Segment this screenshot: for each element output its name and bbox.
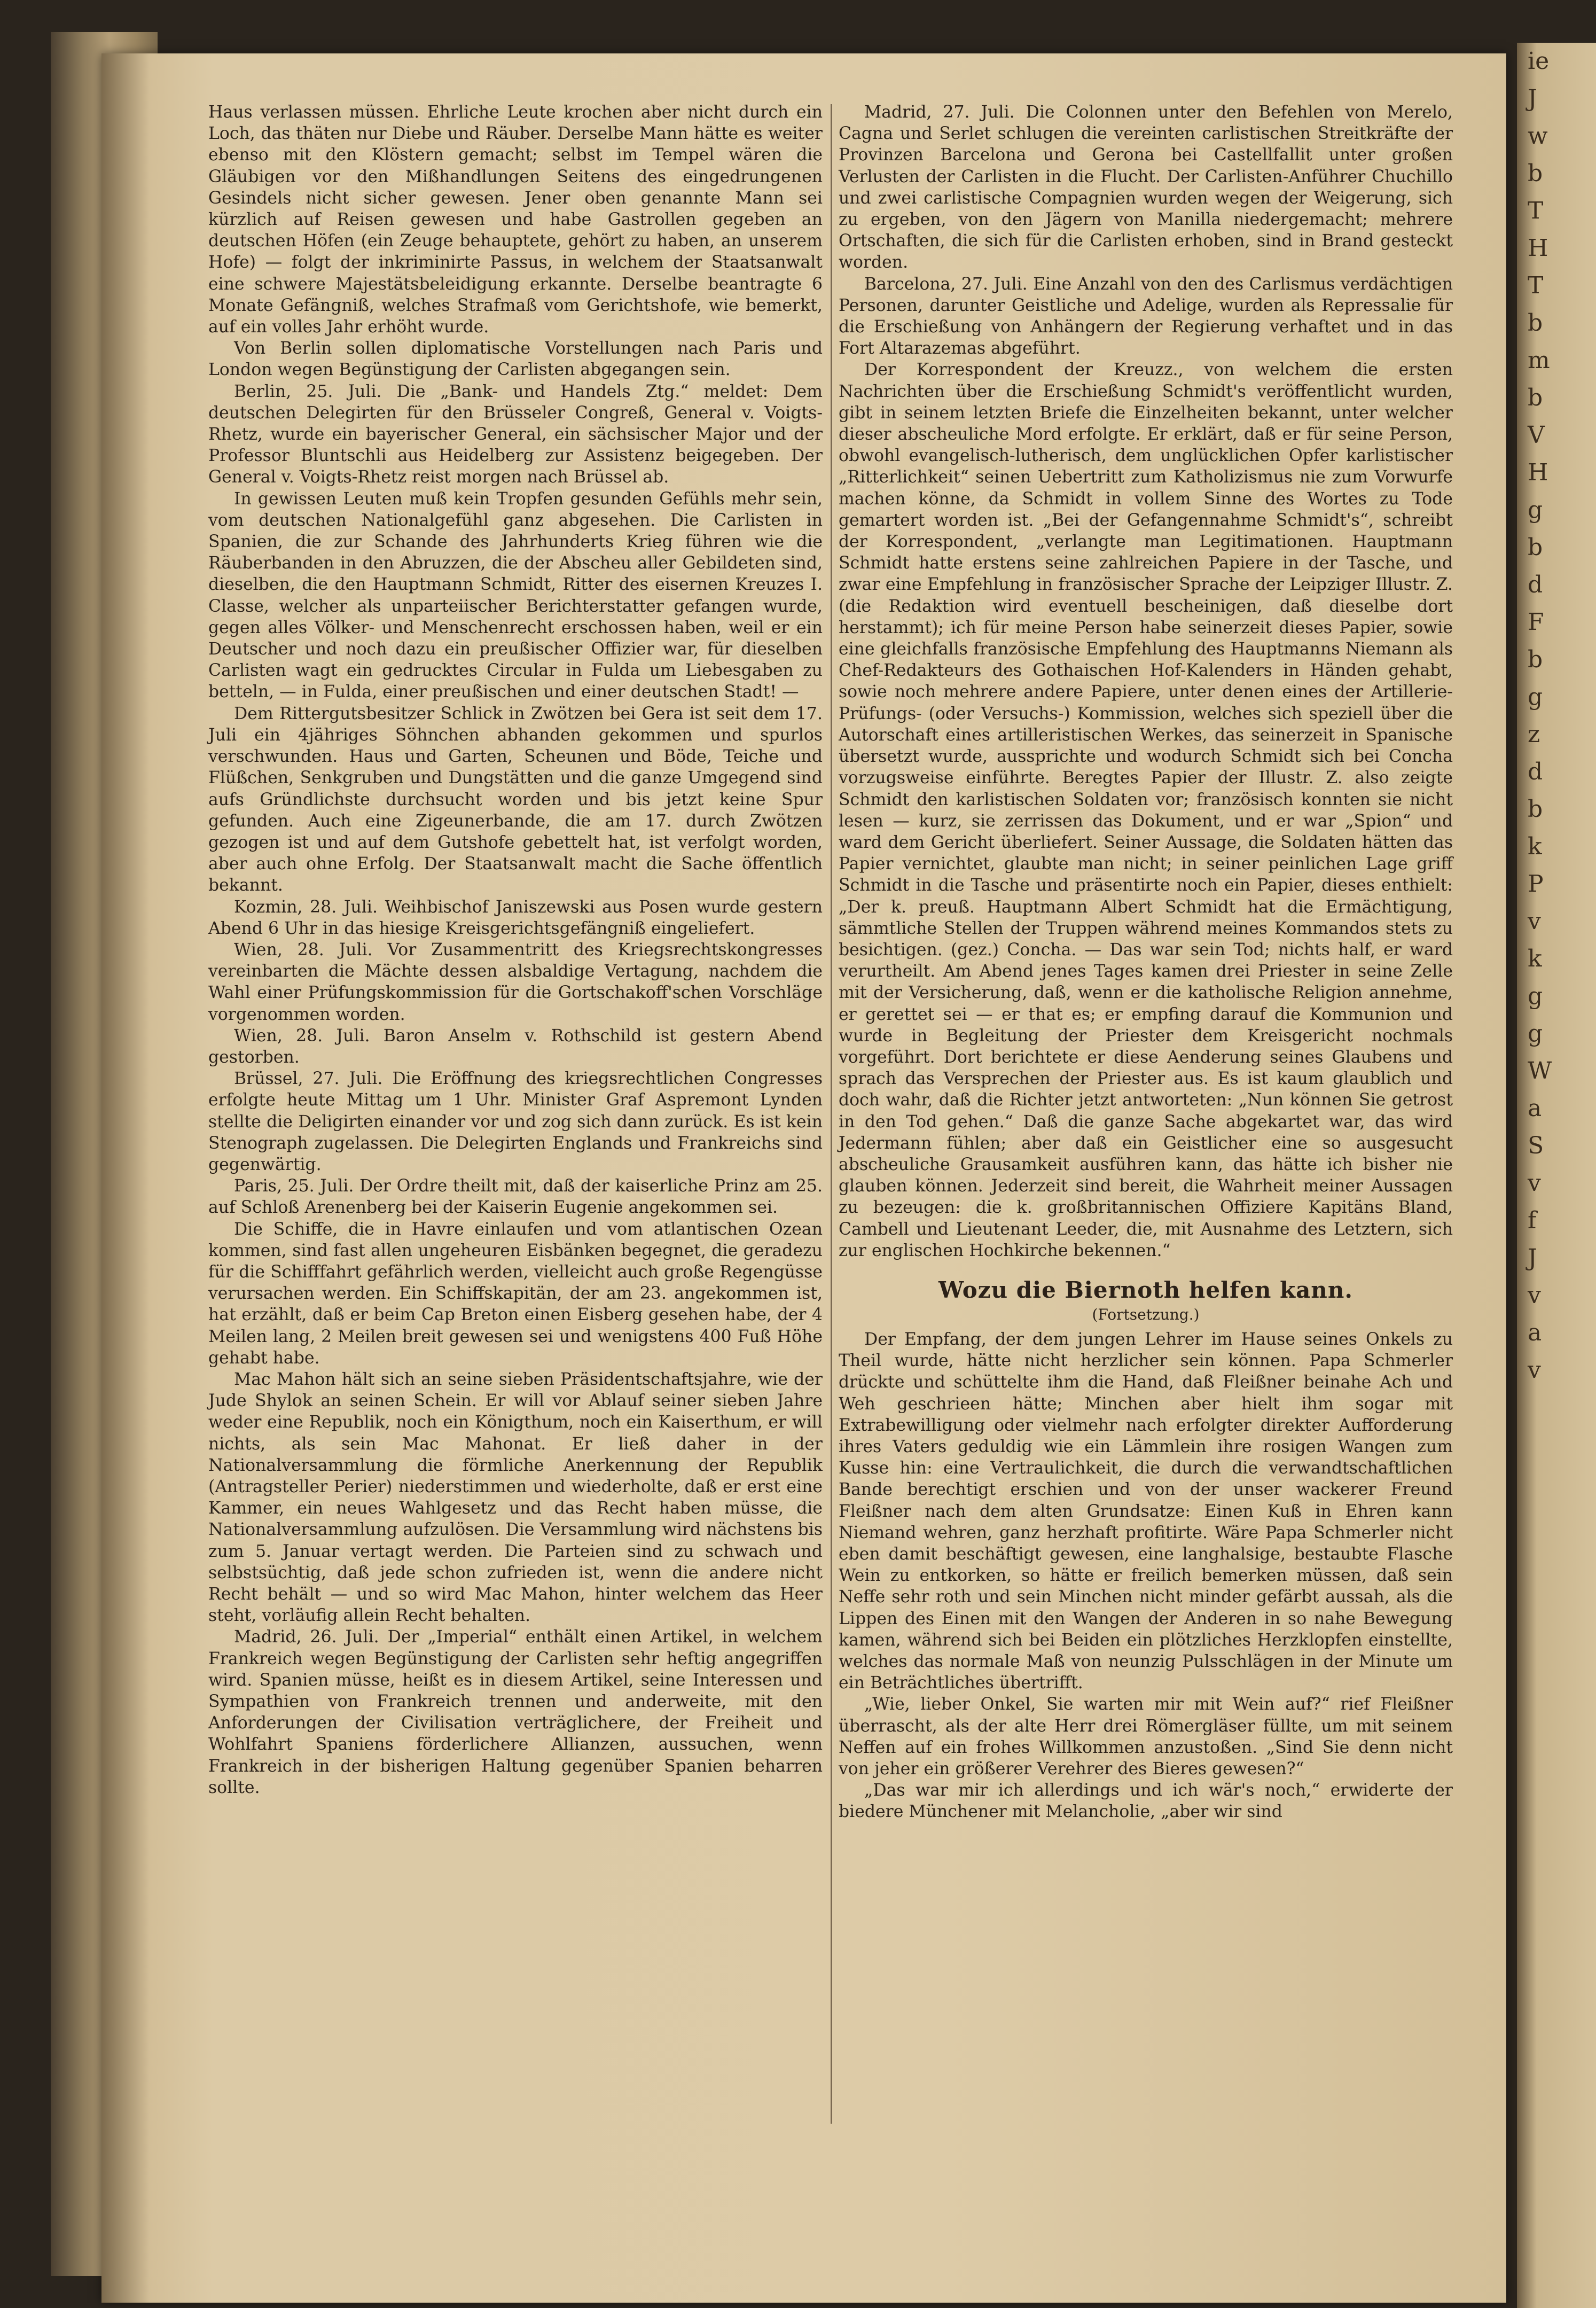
edge-fragment: a [1528, 1319, 1542, 1346]
right-paragraph: Der Korrespondent der Kreuzz., von welchem die ersten Nachrichten über die Erschießung Schmidt's veröffentlicht wurden, gibt in seinem letzten Briefe die Einzelheiten bekannt, unter welcher dieser abscheuliche Mord erfolgte. Er erklärt, daß er für seine Person, obwohl evangelisch-lutherisch, dem unglücklichen Opfer karlistischer „Ritterlichkeit“ seinen Uebertritt zum Katholizismus nie zum Vorwurfe machen könne, da Schmidt in vollem Sinne des Wortes zu Tode gemartert worden ist. „Bei der Gefangennahme Schmidt's“, schreibt der Korrespondent, „verlangte man Legitimationen. Hauptmann Schmidt hatte erstens seine zahlreichen Papiere in der Tasche, und zwar eine Empfehlung in französischer Sprache der Leipziger Illustr. Z. (die Redaktion wird eventuell bescheinigen, daß dieselbe dort herstammt); ich für meine Person habe seinerzeit dieses Papier, sowie eine gleichfalls französische Empfehlung des Hauptmanns Niemann als Chef-Redakteurs des Gothaischen Hof-Kalenders in Händen gehabt, sowie noch mehrere andere Papiere, unter denen eines der Artillerie-Prüfungs- (oder Versuchs-) Kommission, welches sich speziell über die Autorschaft eines artilleristischen Werkes, das seinerzeit in Spanische übersetzt wurde, aussprichte und wodurch Schmidt sich bei Concha vorzugsweise einführte. Beregtes Papier der Illustr. Z. also zeigte Schmidt den karlistischen Soldaten vor; französisch konnten sie nicht lesen — kurz, sie zerrissen das Dokument, und er war „Spion“ und ward dem Gericht überliefert. Seiner Aussage, die Soldaten hätten das Papier vernichtet, glaubte man nicht; in seiner peinlichen Lage griff Schmidt in die Tasche und präsentirte noch ein Papier, dieses enthielt: „Der k. preuß. Hauptmann Albert Schmidt hat die Ermächtigung, sämmtliche Stellen der Truppen während meines Kommandos stets zu besichtigen. (gez.) Concha. — Das war sein Tod; nichts half, er ward verurtheilt. Am Abend jenes Tages kamen drei Priester in seine Zelle mit der Versicherung, daß, wenn er die katholische Religion annehme, er gerettet sei — er that es; er empfing darauf die Kommunion und wurde in Begleitung der Priester dem Kreisgericht nochmals vorgeführt. Dort berichtete er diese Aenderung seines Glaubens und sprach das Versprechen der Priester aus. Es ist kaum glaublich und doch wahr, daß die Richter jetzt antworteten: „Nun können Sie getrost in den Tod gehen.“ Daß die ganze Sache abgekartet war, das wird Jedermann fühlen; aber daß ein Geistlicher eine so ausgesucht abscheuliche Grausamkeit ausführen kann, das hätte ich bisher nie glauben können. Jederzeit sind bereit, die Wahrheit meiner Aussagen zu bezeugen: die k. großbritannischen Offiziere Kapitäns Bland, Cambell und Lieutenant Leeder, die, mit Ausnahme des Letztern, sich zur englischen Hochkirche bekennen.“ [839, 360, 1453, 1260]
edge-fragment: b [1528, 646, 1543, 673]
edge-fragment: P [1528, 870, 1544, 898]
left-paragraph: Wien, 28. Juli. Baron Anselm v. Rothschild ist gestern Abend gestorben. [208, 1026, 823, 1067]
edge-fragment: g [1528, 983, 1543, 1010]
column-divider [831, 104, 832, 2124]
edge-fragment: F [1528, 609, 1544, 636]
left-paragraph: Madrid, 26. Juli. Der „Imperial“ enthält einen Artikel, in welchem Frankreich wegen Begünstigung der Carlisten sehr heftig angegriffen wird. Spanien müsse, heißt es in diesem Artikel, seine Interessen und Sympathien von Frankreich trennen und anderweite, mit den Anforderungen der Civilisation verträglichere, der Freiheit und Wohlfahrt Spaniens förderlichere Allianzen, aussuchen, wenn Frankreich in der bisherigen Haltung gegenüber Spanien beharren sollte. [208, 1627, 823, 1797]
right-paragraph: Barcelona, 27. Juli. Eine Anzahl von den des Carlismus verdächtigen Personen, darunter Geistliche und Adelige, wurden als Repressalie für die Erschießung von Anhängern der Regierung verhaftet und in das Fort Altarazemas abgeführt. [839, 274, 1453, 358]
edge-fragment: k [1528, 945, 1542, 972]
edge-fragment: T [1528, 197, 1544, 224]
edge-fragment: g [1528, 1020, 1543, 1047]
edge-fragment: z [1528, 721, 1540, 748]
adjacent-page-edge [1517, 43, 1596, 2308]
edge-fragment: J [1528, 1244, 1537, 1272]
edge-fragment: W [1528, 1057, 1552, 1085]
edge-fragment: v [1528, 908, 1541, 935]
story-title: Wozu die Biernoth helfen kann. [938, 1276, 1353, 1303]
left-paragraph: Paris, 25. Juli. Der Ordre theilt mit, daß der kaiserliche Prinz am 25. auf Schloß Arenenberg bei der Kaiserin Eugenie angekommen sei. [208, 1176, 823, 1218]
edge-fragment: J [1528, 85, 1537, 112]
edge-fragment: v [1528, 1356, 1541, 1384]
edge-fragment: b [1528, 796, 1543, 823]
edge-fragment: V [1528, 422, 1545, 449]
edge-fragment: v [1528, 1282, 1541, 1309]
left-paragraph: Haus verlassen müssen. Ehrliche Leute krochen aber nicht durch ein Loch, das thäten nur Diebe und Räuber. Derselbe Mann hätte es weiter ebenso mit den Klöstern gemacht; selbst im Tempel wären die Gläubigen vor den Mißhandlungen Seitens des eingedrungenen Gesindels nicht sicher gewesen. Jener oben genannte Mann sei kürzlich auf Reisen gewesen und habe Gastrollen gegeben an deutschen Höfen (ein Zeuge behauptete, gehört zu haben, an unserem Hofe) — folgt der inkriminirte Passus, in welchem der Staatsanwalt eine schwere Majestätsbeleidigung erkannte. Derselbe beantragte 6 Monate Gefängniß, welches Strafmaß vom Gerichtshofe, wie bemerkt, auf ein volles Jahr erhöht wurde. [208, 103, 823, 337]
story-paragraph: Der Empfang, der dem jungen Lehrer im Hause seines Onkels zu Theil wurde, hätte nicht herzlicher sein können. Papa Schmerler drückte und schüttelte ihm die Hand, daß Fleißner beinahe Ach und Weh geschrieen hätte; Minchen aber hielt ihm sogar mit Extrabewilligung oder vielmehr nach erfolgter direkter Aufforderung ihres Vaters geduldig wie ein Lämmlein ihre rosigen Wangen zum Kusse hin: eine Vertraulichkeit, die durch die verwandtschaftlichen Bande berechtigt erschien und von der unser wackerer Freund Fleißner nach dem alten Grundsatze: Einen Kuß in Ehren kann Niemand wehren, ganz herzhaft profitirte. Wäre Papa Schmerler nicht eben damit beschäftigt gewesen, eine langhalsige, bestaubte Flasche Wein zu entkorken, so hätte er freilich bemerken müssen, daß sein Neffe sehr roth und sein Minchen nicht minder gefärbt aussah, als die Lippen des Einen mit den Wangen der Anderen in so nahe Bewegung kamen, während sich bei Beiden ein plötzliches Herzklopfen einstellte, welches das normale Maß von neunzig Pulsschlägen in der Minute um ein Beträchtliches übertrifft. [839, 1329, 1453, 1693]
edge-fragment: d [1528, 571, 1543, 598]
edge-fragment: S [1528, 1132, 1544, 1159]
edge-fragment: g [1528, 683, 1543, 711]
edge-fragment: d [1528, 758, 1543, 785]
edge-fragment: ie [1528, 48, 1550, 75]
right-paragraph: Madrid, 27. Juli. Die Colonnen unter den Befehlen von Merelo, Cagna und Serlet schlugen die vereinten carlistischen Streitkräfte der Provinzen Barcelona und Gerona bei Castellfallit unter großen Verlusten der Carlisten in die Flucht. Der Carlisten-Anführer Chuchillo und zwei carlistische Compagnien wurden wegen der Weigerung, sich zu ergeben, von den Jägern von Manilla niedergemacht; mehrere Ortschaften, die sich für die Carlisten erhoben, sind in Brand gesteckt worden. [839, 103, 1453, 272]
left-paragraph: Die Schiffe, die in Havre einlaufen und vom atlantischen Ozean kommen, sind fast allen ungeheuren Eisbänken begegnet, die geradezu für die Schifffahrt gefährlich werden, vielleicht auch große Regengüsse verursachen werden. Ein Schiffskapitän, der am 23. angekommen ist, hat erzählt, daß er beim Cap Breton einen Eisberg gesehen habe, der 4 Meilen lang, 2 Meilen breit gewesen sei und wenigstens 400 Fuß Höhe gehabt habe. [208, 1219, 823, 1368]
binding-shadow [101, 53, 150, 2303]
story-paragraph: „Das war mir ich allerdings und ich wär's noch,“ erwiderte der biedere Münchener mit Melancholie, „aber wir sind [839, 1781, 1453, 1822]
edge-fragment: a [1528, 1095, 1542, 1122]
edge-fragment: b [1528, 309, 1543, 337]
edge-fragment: v [1528, 1169, 1541, 1197]
story-subtitle: (Fortsetzung.) [1092, 1305, 1200, 1323]
left-paragraph: Mac Mahon hält sich an seine sieben Präsidentschaftsjahre, wie der Jude Shylok an seinen Schein. Er will vor Ablauf seiner sieben Jahre weder eine Republik, noch ein Königthum, noch ein Kaiserthum, er will nichts, als sein Mac Mahonat. Er ließ daher in der Nationalversammlung die förmliche Anerkennung der Republik (Antragsteller Perier) niederstimmen und wiederholte, daß er erst eine Kammer, ein neues Wahlgesetz und das Recht haben müsse, die Nationalversammlung aufzulösen. Die Versammlung wird nächstens bis zum 5. Januar vertagt werden. Die Parteien sind zu schwach und selbstsüchtig, daß jede schon zufrieden ist, wenn die andere nicht Recht behält — und so wird Mac Mahon, hinter welchem das Heer steht, vorläufig allein Recht behalten. [208, 1369, 823, 1626]
left-paragraph: Wien, 28. Juli. Vor Zusammentritt des Kriegsrechtskongresses vereinbarten die Mächte dessen alsbaldige Vertagung, nachdem die Wahl einer Prüfungskommission für die Gortschakoff'schen Vorschläge vorgenommen worden. [208, 940, 823, 1024]
left-paragraph: Dem Rittergutsbesitzer Schlick in Zwötzen bei Gera ist seit dem 17. Juli ein 4jähriges Söhnchen abhanden gekommen und spurlos verschwunden. Haus und Garten, Scheunen und Böde, Teiche und Flüßchen, Senkgruben und Dungstätten und die ganze Umgegend sind aufs Gründlichste durchsucht worden und bis jetzt keine Spur gefunden. Auch eine Zigeunerbande, die am 17. durch Zwötzen gezogen ist und auf dem Gutshofe gebettelt hat, ist verfolgt worden, aber auch ohne Erfolg. Der Staatsanwalt macht die Sache öffentlich bekannt. [208, 704, 823, 895]
edge-fragment: w [1528, 122, 1548, 150]
edge-fragment: b [1528, 160, 1543, 187]
left-paragraph: Von Berlin sollen diplomatische Vorstellungen nach Paris und London wegen Begünstigung der Carlisten abgegangen sein. [208, 339, 823, 380]
edge-fragment: m [1528, 347, 1550, 374]
left-column [208, 102, 823, 1798]
story-paragraph: „Wie, lieber Onkel, Sie warten mir mit Wein auf?“ rief Fleißner überrascht, als der alte Herr drei Römergläser füllte, um mit seinem Neffen auf ein frohes Willkommen anzustoßen. „Sind Sie denn nicht von jeher ein größerer Verehrer des Bieres gewesen?“ [839, 1695, 1453, 1779]
edge-fragment: k [1528, 833, 1542, 860]
left-paragraph: Brüssel, 27. Juli. Die Eröffnung des kriegsrechtlichen Congresses erfolgte heute Mittag um 1 Uhr. Minister Graf Aspremont Lynden stellte die Deligirten einander vor und zog sich dann zurück. Es ist kein Stenograph zugelassen. Die Delegirten Englands und Frankreichs sind gegenwärtig. [208, 1069, 823, 1174]
edge-fragment: b [1528, 384, 1543, 411]
left-paragraph: Berlin, 25. Juli. Die „Bank- und Handels Ztg.“ meldet: Dem deutschen Delegirten für den Brüsseler Congreß, General v. Voigts-Rhetz, wurde ein bayerischer General, ein sächsischer Major und der Professor Bluntschli aus Heidelberg zur Assistenz beigegeben. Der General v. Voigts-Rhetz reist morgen nach Brüssel ab. [208, 381, 823, 487]
edge-fragment: H [1528, 235, 1548, 262]
edge-fragment: g [1528, 496, 1543, 524]
edge-fragment: b [1528, 534, 1543, 561]
right-column [839, 102, 1453, 1823]
left-paragraph: In gewissen Leuten muß kein Tropfen gesunden Gefühls mehr sein, vom deutschen Nationalgefühl ganz abgesehen. Die Carlisten in Spanien, die zur Schande des Jahrhunderts Krieg führen wie die Räuberbanden in den Abruzzen, die der Abscheu aller Gebildeten sind, dieselben, die den Hauptmann Schmidt, Ritter des eisernen Kreuzes I. Classe, welcher als unparteiischer Berichterstatter gefangen wurde, gegen alles Völker- und Menschenrecht erschossen haben, weil er ein Deutscher und noch dazu ein preußischer Offizier war, für dieselben Carlisten wagt ein gedrucktes Circular in Fulda um Liebesgaben zu betteln, — in Fulda, einer preußischen und einer deutschen Stadt! — [208, 489, 823, 702]
edge-fragment: f [1528, 1207, 1537, 1234]
edge-fragment: H [1528, 459, 1548, 486]
adjacent-page-fragments [1517, 43, 1596, 1389]
edge-fragment: T [1528, 272, 1544, 299]
left-paragraph: Kozmin, 28. Juli. Weihbischof Janiszewski aus Posen wurde gestern Abend 6 Uhr in das hiesige Kreisgerichtsgefängniß eingeliefert. [208, 897, 823, 938]
